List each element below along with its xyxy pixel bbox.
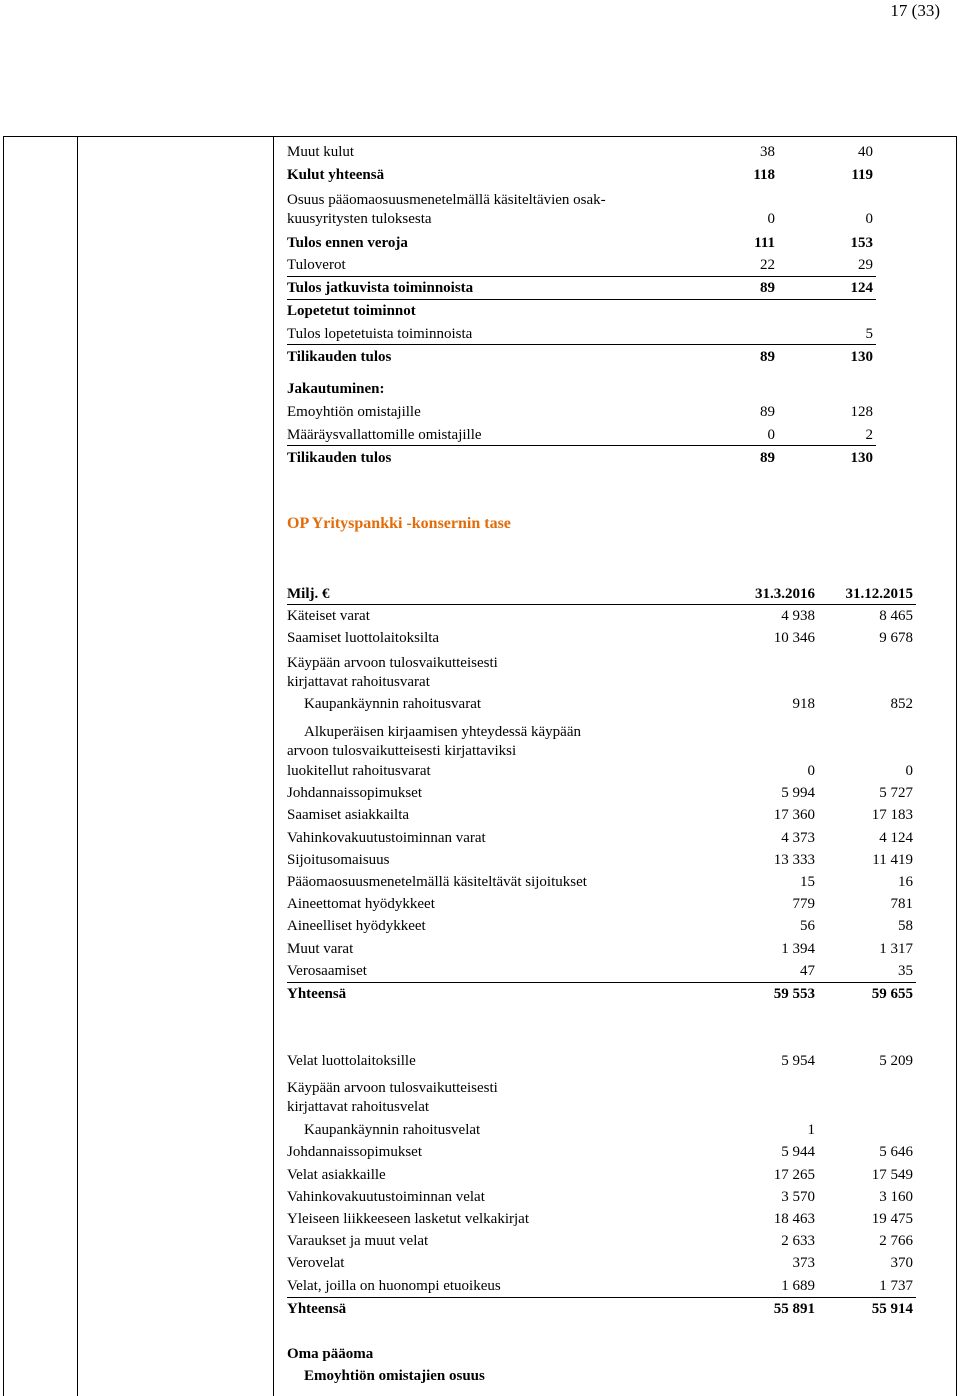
table-row-label-line-2: kirjattavat rahoitusvarat: [287, 674, 430, 690]
table-row-total: Yhteensä 59 553 59 655: [287, 986, 913, 1002]
rule: [287, 344, 876, 345]
equity-subtitle: Emoyhtiön omistajien osuus: [304, 1368, 485, 1384]
balance-header: [287, 584, 913, 604]
table-row-label-line-1: Käypään arvoon tulosvaikutteisesti: [287, 655, 498, 671]
table-row: Verovelat 373 370: [287, 1255, 913, 1271]
table-row: Yleiseen liikkeeseen lasketut velkakirjat 18 463 19 475: [287, 1211, 913, 1227]
column-divider-1: [77, 136, 78, 1396]
table-row: Kaupankäynnin rahoitusvelat 1: [304, 1122, 815, 1138]
equity-title: Oma pääoma: [287, 1346, 374, 1362]
table-row: Velat asiakkaille 17 265 17 549: [287, 1167, 913, 1183]
unit-label: Milj. €: [287, 586, 330, 602]
table-row-label-line-1: Käypään arvoon tulosvaikutteisesti: [287, 1080, 498, 1096]
column-header-2015: 31.12.2015: [845, 586, 913, 602]
table-row: Muut varat 1 394 1 317: [287, 941, 913, 957]
table-row: Aineelliset hyödykkeet 56 58: [287, 918, 913, 934]
table-row-label-line-2: kirjattavat rahoitusvelat: [287, 1099, 430, 1115]
table-row: Velat, joilla on huonompi etuoikeus 1 689 1 737: [287, 1278, 913, 1294]
table-row: Johdannaissopimukset 5 944 5 646: [287, 1144, 913, 1160]
table-row: luokitellut rahoitusvarat 0 0: [287, 763, 913, 779]
table-row: Johdannaissopimukset 5 994 5 727: [287, 785, 913, 801]
rule: [287, 1297, 916, 1298]
page-number: 17 (33): [890, 1, 940, 20]
table-row: Käteiset varat 4 938 8 465: [287, 608, 913, 624]
table-row-label-line-2: arvoon tulosvaikutteisesti kirjattaviksi: [287, 743, 517, 759]
table-row: Sijoitusomaisuus 13 333 11 419: [287, 852, 913, 868]
table-row: Vahinkovakuutustoiminnan varat 4 373 4 124: [287, 830, 913, 846]
balance-sheet-title: OP Yrityspankki -konsernin tase: [287, 515, 511, 532]
rule: [287, 445, 876, 446]
rule: [287, 276, 876, 277]
table-row-label-line-1: Osuus pääomaosuusmenetelmällä käsiteltävien osak-: [287, 192, 606, 208]
table-row: Kaupankäynnin rahoitusvarat 918 852: [304, 696, 913, 712]
table-row: Saamiset luottolaitoksilta 10 346 9 678: [287, 630, 913, 646]
rule: [287, 982, 916, 983]
table-row: Varaukset ja muut velat 2 633 2 766: [287, 1233, 913, 1249]
table-row: Saamiset asiakkailta 17 360 17 183: [287, 807, 913, 823]
column-divider-2: [273, 136, 274, 1396]
table-row: Verosaamiset 47 35: [287, 963, 913, 979]
rule: [287, 299, 876, 300]
table-row: Vahinkovakuutustoiminnan velat 3 570 3 160: [287, 1189, 913, 1205]
table-row-total: Yhteensä 55 891 55 914: [287, 1301, 913, 1317]
column-header-2016: 31.3.2016: [755, 586, 815, 602]
table-row: Pääomaosuusmenetelmällä käsiteltävät sijoitukset 15 16: [287, 874, 913, 890]
rule: [287, 604, 916, 605]
table-row: Aineettomat hyödykkeet 779 781: [287, 896, 913, 912]
table-row: Velat luottolaitoksille 5 954 5 209: [287, 1053, 913, 1069]
table-row-label-line-1: Alkuperäisen kirjaamisen yhteydessä käypään: [304, 724, 581, 740]
